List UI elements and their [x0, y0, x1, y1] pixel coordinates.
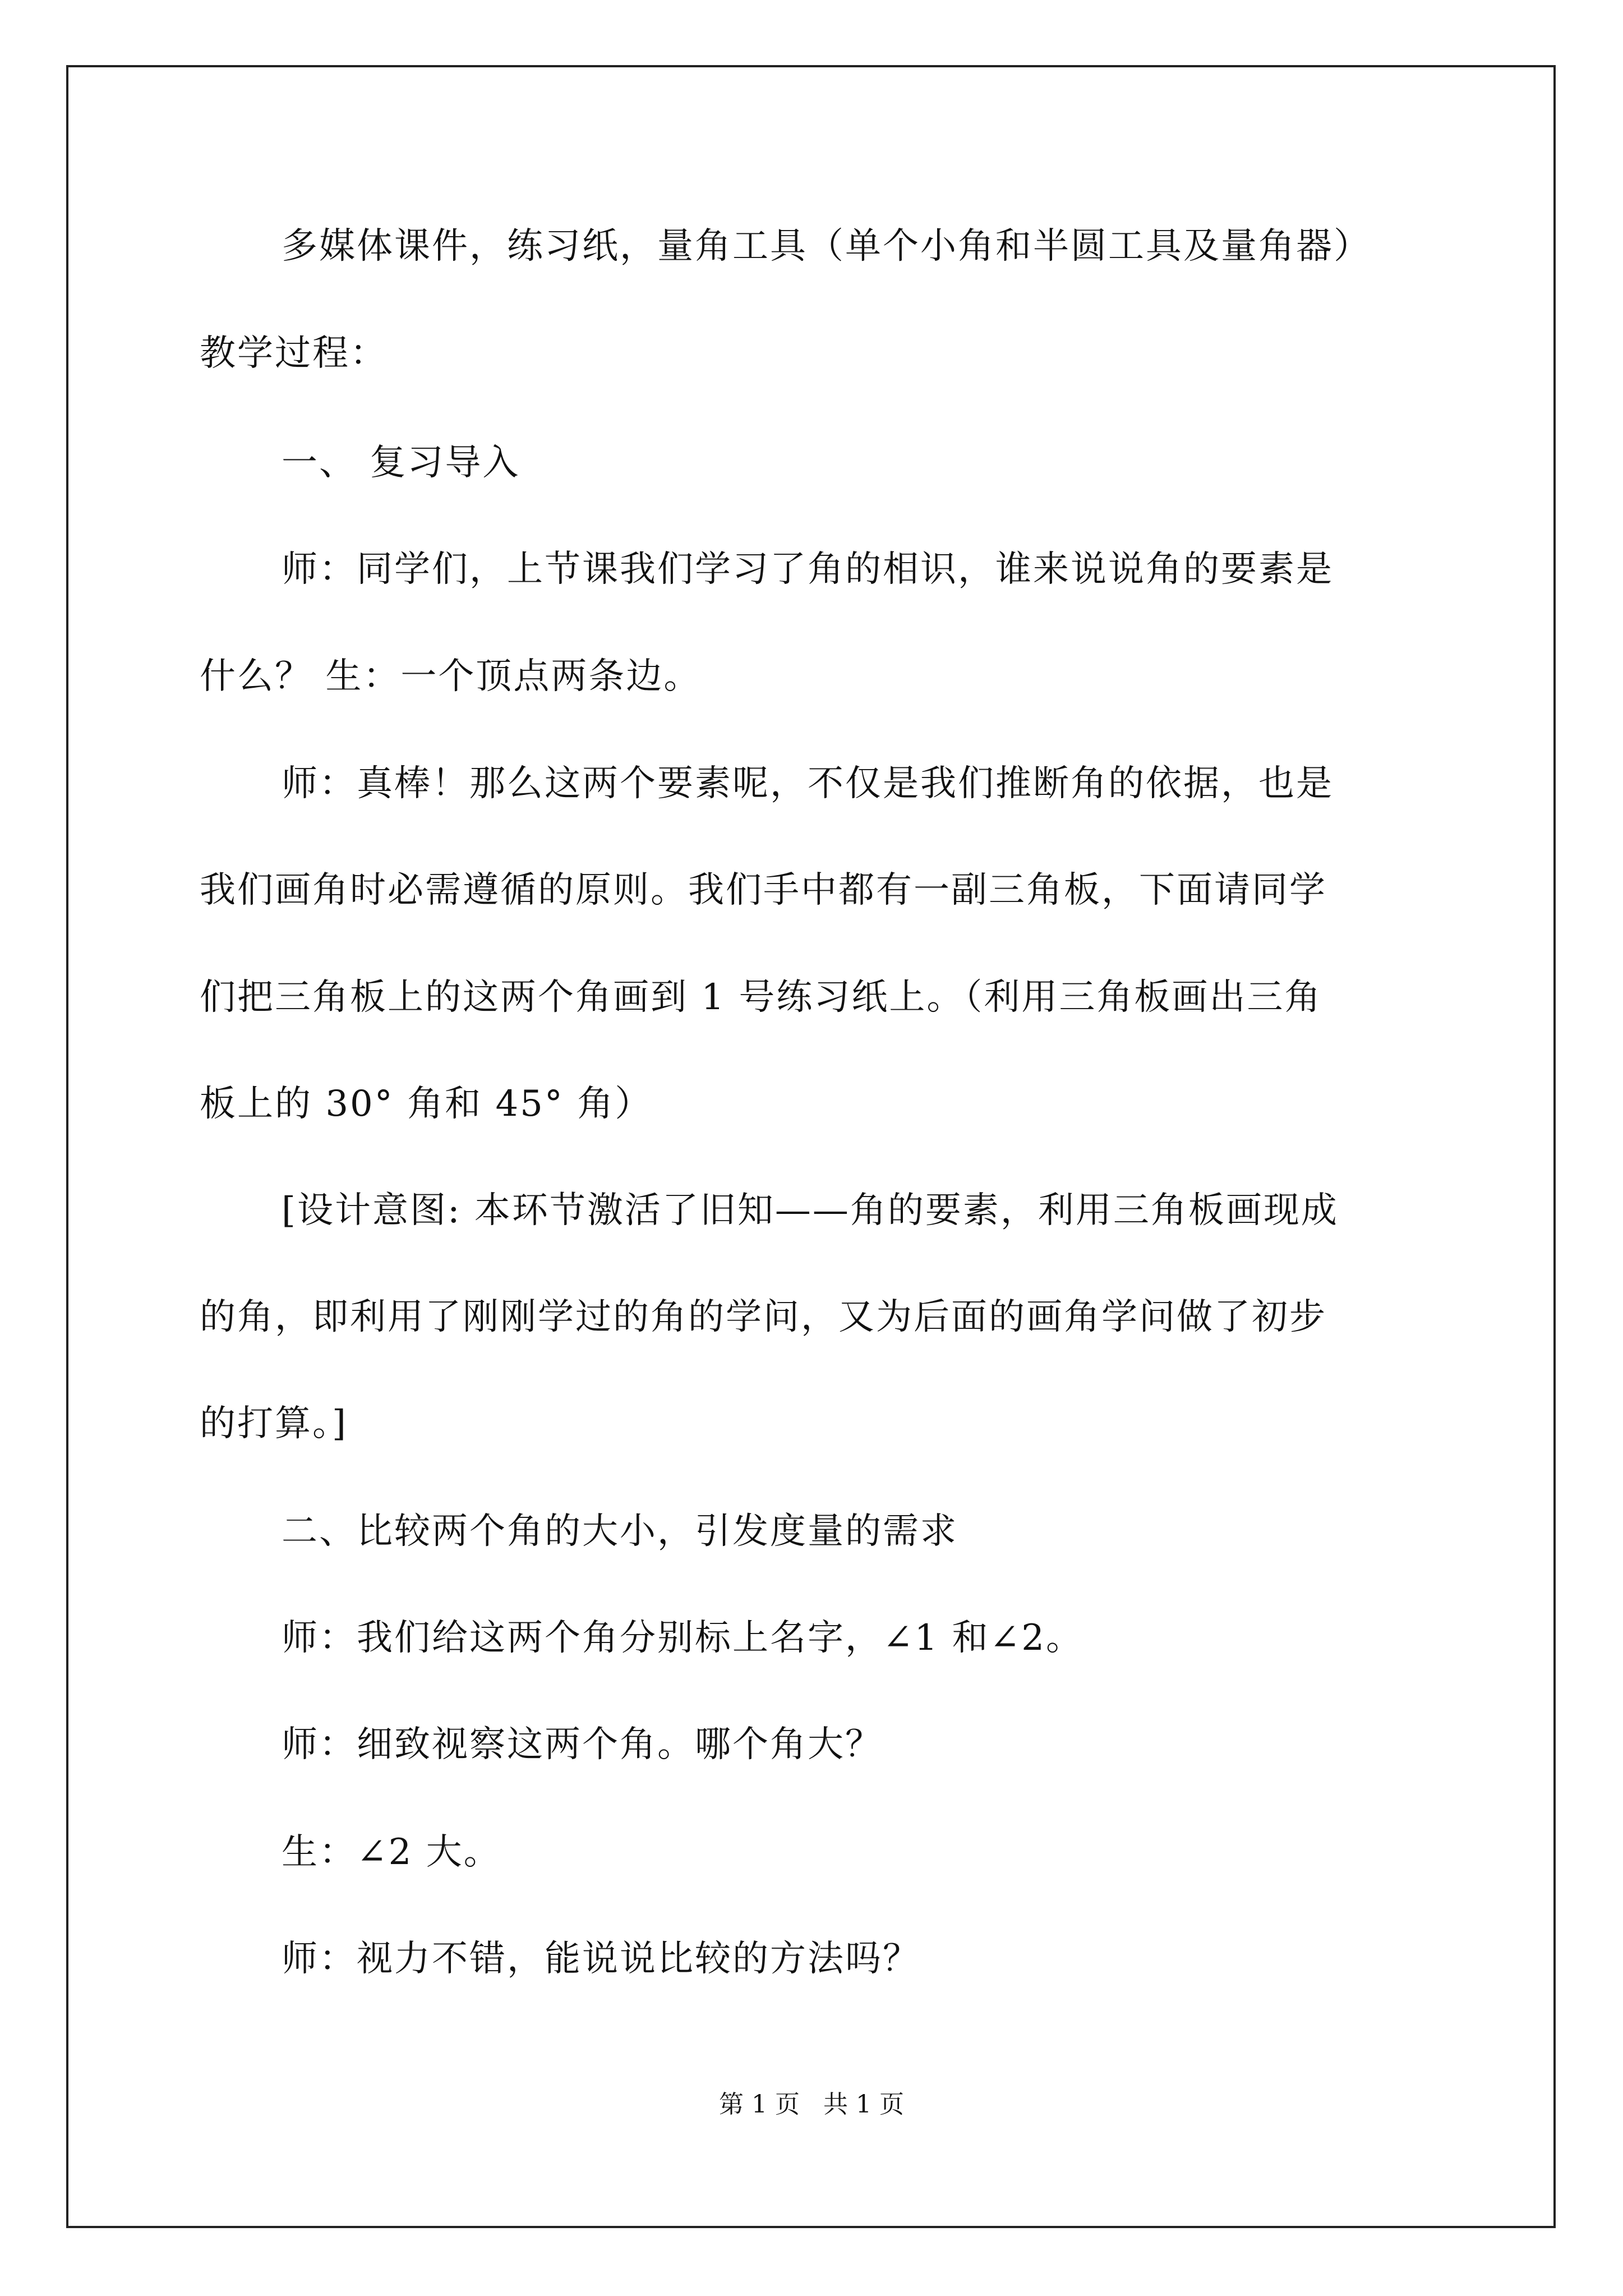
paragraph-design-intent: [设计意图: 本环节激活了旧知——角的要素，利用三角板画现成 [282, 1190, 1339, 1231]
paragraph-observe-angles: 师：细致视察这两个角。哪个角大？ [282, 1724, 883, 1765]
paragraph-name-angles: 师：我们给这两个角分别标上名字，∠1 和∠2。 [282, 1617, 1084, 1659]
paragraph-compare-method: 师：视力不错，能说说比较的方法吗？ [282, 1938, 920, 1980]
paragraph-design-intent-cont2: 的打算。] [200, 1403, 348, 1444]
paragraph-teacher-praise: 师：真棒！那么这两个要素呢，不仅是我们推断角的依据，也是 [282, 763, 1334, 804]
paragraph-teacher-question: 师：同学们，上节课我们学习了角的相识，谁来说说角的要素是 [282, 549, 1334, 590]
page-number-footer: 第 1 页 共 1 页 [719, 2090, 904, 2119]
heading-teaching-process: 教学过程： [200, 333, 388, 374]
section-heading-review: 一、 复习导入 [282, 442, 520, 484]
paragraph-materials: 多媒体课件，练习纸，量角工具（单个小角和半圆工具及量角器） [282, 226, 1371, 267]
section-heading-compare: 二、比较两个角的大小，引发度量的需求 [282, 1511, 958, 1552]
paragraph-student-answer: 生：∠2 大。 [282, 1832, 501, 1873]
paragraph-teacher-question-cont: 什么？ 生：一个顶点两条边。 [200, 656, 702, 697]
paragraph-teacher-praise-cont1: 我们画角时必需遵循的原则。我们手中都有一副三角板，下面请同学 [200, 869, 1327, 911]
paragraph-teacher-praise-cont3: 板上的 30° 角和 45° 角） [200, 1083, 653, 1125]
page-border [66, 65, 1556, 2228]
paragraph-teacher-praise-cont2: 们把三角板上的这两个角画到 1 号练习纸上。（利用三角板画出三角 [200, 977, 1322, 1018]
paragraph-design-intent-cont1: 的角，即利用了刚刚学过的角的学问，又为后面的画角学问做了初步 [200, 1296, 1327, 1338]
